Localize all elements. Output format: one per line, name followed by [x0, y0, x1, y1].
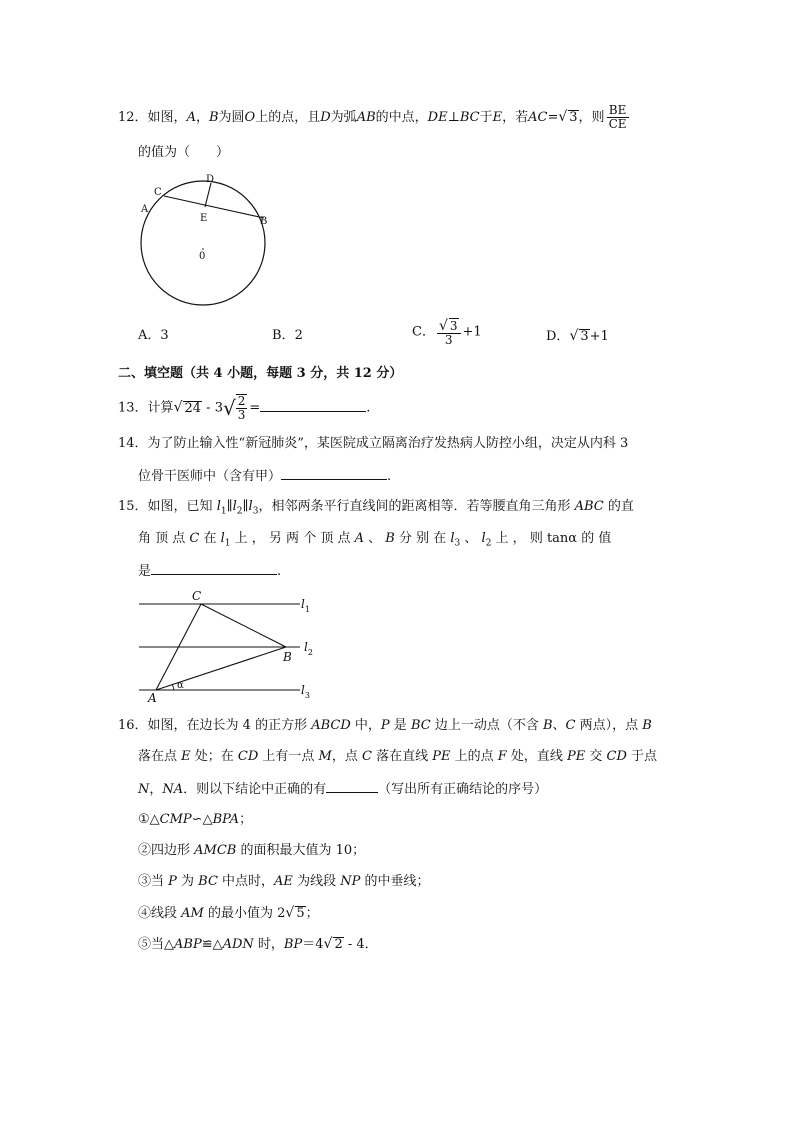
subscript: 3 [454, 538, 461, 549]
var-E: E [181, 749, 191, 764]
parallel-symbol: ∥ [242, 499, 249, 514]
var-B: B [385, 531, 395, 546]
var-NP: NP [340, 874, 361, 889]
q14-line-1 [118, 434, 628, 454]
var-ADN: ADN [222, 937, 254, 952]
q13-answer-blank[interactable] [260, 397, 366, 412]
q14-text: 为了防止输入性“新冠肺炎”，某医院成立隔离治疗发热病人防控小组，决定从内科 3 [147, 436, 629, 451]
item-text: ⑤当△ [138, 937, 174, 952]
var-C: C [362, 749, 372, 764]
q16-text: 于点 [626, 749, 658, 764]
radical-sign: √ [438, 318, 448, 334]
q14-number: 14． [118, 436, 148, 451]
option-tail: +1 [462, 324, 482, 340]
congruent-symbol: ≌△ [201, 937, 223, 952]
q12-text: 的中点， [375, 110, 428, 125]
q12-number: 12． [118, 110, 148, 125]
radicand: 3 [569, 110, 578, 125]
fraction-numerator: BE [607, 104, 629, 118]
equals-sign: = [249, 400, 261, 416]
q12-text: ， [195, 110, 209, 125]
subscript: 2 [236, 506, 243, 517]
var-P: P [168, 874, 177, 889]
fraction-be-ce [607, 104, 629, 131]
perp-symbol: ⊥ [447, 110, 460, 125]
var-l: l [216, 499, 221, 514]
q14-line-2 [138, 465, 391, 487]
item-text: 中点时， [217, 874, 275, 889]
q16-text: 边上一动点（不含 [430, 718, 543, 733]
fraction-numerator [437, 318, 461, 334]
var-l: l [232, 499, 237, 514]
q15-text: ，相邻两条平行直线间的距离相等．若等腰直角三角形 [258, 499, 575, 514]
q16-item-1 [138, 810, 252, 830]
q15-text: 如图，已知 [147, 499, 217, 514]
var-M: M [318, 749, 332, 764]
item-text: 为 [176, 874, 199, 889]
var-l: l [248, 499, 253, 514]
period: . [277, 564, 282, 579]
var-CD: CD [606, 749, 627, 764]
option-label: C． [412, 324, 435, 340]
circle-o [141, 181, 268, 305]
q16-item-5 [138, 934, 378, 955]
option-value: 3 [160, 328, 169, 343]
item-text: ③当 [138, 874, 169, 889]
item-text: 的中垂线； [360, 874, 430, 889]
q16-number: 16． [118, 718, 148, 733]
q12-line-2: 的值为（ ） [138, 145, 230, 160]
var-O: O [244, 110, 256, 125]
q12-text: 为圆 [218, 110, 245, 125]
side-cb [201, 604, 286, 647]
var-AMCB: AMCB [194, 843, 237, 858]
var-PE: PE [567, 749, 586, 764]
q15-line-2 [138, 529, 611, 554]
q13-text: 计算 [147, 400, 174, 416]
fraction-numerator: 2 [237, 394, 246, 408]
q15-text: 角 顶 点 [138, 531, 190, 546]
item-text: ②四边形 [138, 843, 195, 858]
q15-line-3 [138, 560, 281, 582]
option-tail: +1 [589, 329, 609, 344]
q15-text: 的直 [603, 499, 634, 514]
radical-sign: √ [569, 328, 579, 344]
item-text: 时， [253, 937, 284, 952]
label-l3: $l_3$ [301, 683, 310, 700]
q16-text: 处，直线 [506, 749, 568, 764]
q12-text: 于 [479, 110, 493, 125]
var-l: l [481, 531, 486, 546]
item-text: ＝4 [302, 937, 324, 952]
subscript: 1 [224, 538, 231, 549]
fraction-denominator: 3 [444, 333, 453, 347]
q16-text: 交 [585, 749, 607, 764]
q16-answer-blank[interactable] [326, 778, 378, 793]
label-D: D [206, 174, 215, 185]
option-label: B． [272, 328, 295, 343]
q14-text: 位骨干医师中（含有甲） [138, 469, 282, 484]
q15-text: 在 [199, 531, 221, 546]
var-PE: PE [432, 749, 451, 764]
var-D: D [320, 110, 331, 125]
q13-line [118, 394, 370, 422]
var-BC: BC [198, 874, 218, 889]
equals-sign: = [547, 110, 559, 125]
q12-text: 上的点，且 [255, 110, 321, 125]
q16-text: 、 [552, 718, 566, 733]
q12-option-c [412, 318, 482, 347]
fraction-denominator: CE [608, 117, 627, 131]
q16-line-2 [138, 747, 657, 767]
var-AC: AC [528, 110, 548, 125]
q12-text: ，若 [502, 110, 529, 125]
label-A: A [148, 691, 157, 705]
q16-text: 处；在 [190, 749, 238, 764]
q16-item-2 [138, 841, 365, 861]
radicand: 3 [580, 329, 589, 344]
item-text: ； [239, 812, 253, 827]
radical-sign: √ [323, 936, 333, 952]
fraction-denominator: 3 [237, 408, 246, 422]
q13-fraction [236, 394, 248, 422]
q16-text: ， [149, 782, 163, 797]
var-P: P [380, 718, 390, 733]
subscript: 1 [220, 506, 227, 517]
q14-answer-blank[interactable] [281, 465, 387, 480]
var-C: C [189, 531, 200, 546]
var-E: E [492, 110, 503, 125]
q16-text: 如图，在边长为 4 的正方形 [147, 718, 312, 733]
var-DE: DE [427, 110, 448, 125]
q12-option-b [272, 326, 303, 346]
q16-text: 中， [350, 718, 381, 733]
q16-text: 是 [389, 718, 411, 733]
var-BC: BC [459, 110, 480, 125]
item-text: 为线段 [292, 874, 341, 889]
q15-text: 、 [460, 531, 482, 546]
q16-item-4 [138, 903, 319, 924]
q13-number: 13． [118, 400, 148, 416]
var-l: l [450, 531, 455, 546]
radicand: 3 [449, 319, 458, 333]
period: . [387, 469, 392, 484]
q12-line-1 [118, 104, 631, 131]
var-A: A [354, 531, 364, 546]
q16-text: 两点），点 [575, 718, 643, 733]
q15-text: 、 [363, 531, 386, 546]
option-label: A． [138, 328, 161, 343]
label-B: B [260, 216, 268, 227]
var-F: F [497, 749, 507, 764]
radicand: 24 [184, 400, 202, 416]
parallel-symbol: ∥ [226, 499, 233, 514]
q15-text: 上 ， 则 tanα 的 值 [491, 531, 612, 546]
var-NA: NA [162, 782, 184, 797]
var-ABCD: ABCD [311, 718, 351, 733]
chord-cb [164, 196, 264, 218]
item-text: ④线段 [138, 906, 182, 921]
q16-text: 上的点 [450, 749, 498, 764]
q16-text: ，点 [331, 749, 362, 764]
var-CD: CD [237, 749, 259, 764]
q12-option-d [546, 326, 609, 347]
item-text: ①△ [138, 812, 160, 827]
label-l2: $l_2$ [304, 640, 313, 657]
q16-text: 上有一点 [258, 749, 319, 764]
var-B: B [208, 110, 219, 125]
var-l: l [220, 531, 225, 546]
var-C: C [565, 718, 576, 733]
radical-sign: √ [222, 396, 236, 420]
var-BC: BC [410, 718, 431, 733]
radical-sign: √ [173, 399, 183, 416]
q16-line-1 [118, 716, 652, 736]
label-E: E [200, 213, 208, 224]
radicand: 5 [296, 906, 305, 921]
period: . [366, 400, 371, 416]
subscript: 3 [252, 506, 259, 517]
option-c-fraction [437, 318, 461, 347]
var-CMP: CMP [159, 812, 192, 827]
label-B: B [283, 650, 292, 664]
q15-answer-blank[interactable] [151, 560, 277, 575]
var-A: A [186, 110, 196, 125]
q16-item-3 [138, 872, 429, 892]
q16-text: 落在点 [138, 749, 182, 764]
segment-de [205, 183, 211, 207]
label-C: C [192, 589, 202, 603]
q15-text: 是 [138, 564, 152, 579]
q16-text: ．则以下结论中正确的有 [183, 782, 327, 797]
label-A: A [141, 204, 149, 215]
item-text: 的最小值为 2 [203, 906, 286, 921]
var-BPA: BPA [212, 812, 240, 827]
item-text: ； [305, 906, 319, 921]
q15-line-1 [118, 497, 634, 522]
q16-text: （写出所有正确结论的序号） [378, 782, 548, 797]
q15-text: 上 ， 另 两 个 顶 点 [230, 531, 355, 546]
var-AM: AM [181, 906, 204, 921]
q12-text: 如图， [147, 110, 187, 125]
option-value: 2 [294, 328, 303, 343]
radical-sign: √ [558, 109, 568, 125]
q15-text: 分 别 在 [394, 531, 451, 546]
option-label: D． [546, 329, 570, 344]
q12-text: ，则 [578, 110, 605, 125]
q15-number: 15． [118, 499, 148, 514]
label-l1: $l_1$ [301, 597, 310, 614]
label-C: C [154, 187, 162, 198]
q16-text: 落在直线 [371, 749, 433, 764]
q12-circle-figure [136, 170, 276, 310]
q15-parallel-lines-figure [136, 588, 326, 703]
subscript: 2 [485, 538, 492, 549]
var-ABP: ABP [174, 937, 202, 952]
var-AB: AB [356, 110, 376, 125]
q16-line-3 [138, 778, 547, 800]
var-ABC: ABC [574, 499, 604, 514]
var-B: B [542, 718, 553, 733]
radical-sign: √ [285, 905, 295, 921]
q12-option-a [138, 326, 169, 346]
radicand: 2 [334, 937, 343, 952]
label-alpha: α [177, 680, 184, 691]
q12-text: 为弧 [330, 110, 357, 125]
label-O: 0 [199, 251, 206, 262]
minus-three: - 3 [202, 400, 223, 416]
var-N: N [138, 782, 150, 797]
center-point [202, 248, 204, 250]
section-heading: 二、填空题（共 4 小题，每题 3 分，共 12 分） [118, 366, 403, 381]
var-BP: BP [283, 937, 303, 952]
item-text: - 4． [343, 937, 378, 952]
var-AE: AE [274, 874, 293, 889]
similar-symbol: ∽△ [191, 812, 213, 827]
item-text: 的面积最大值为 10； [236, 843, 366, 858]
var-B: B [642, 718, 652, 733]
